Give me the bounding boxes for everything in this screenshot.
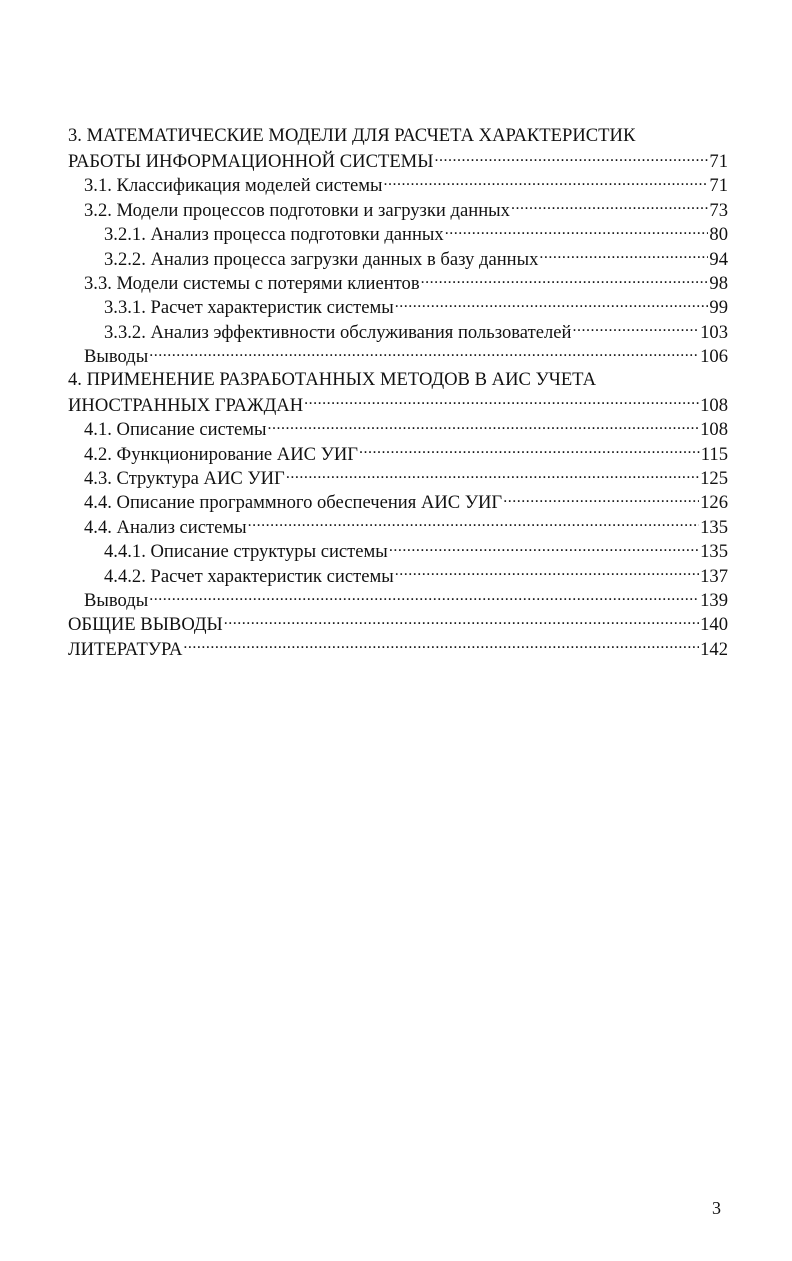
toc-entry-page: 99 — [709, 297, 728, 319]
dot-leader — [421, 270, 709, 289]
toc-entry-page: 125 — [700, 468, 728, 490]
toc-entry-label: ОБЩИЕ ВЫВОДЫ — [68, 614, 223, 636]
toc-entry-page: 71 — [709, 175, 728, 197]
dot-leader — [149, 344, 699, 363]
toc-entry — [68, 246, 728, 270]
toc-entry-page: 73 — [709, 199, 728, 221]
dot-leader — [359, 441, 700, 460]
dot-leader — [572, 319, 699, 338]
toc-entry — [68, 636, 728, 660]
toc-entry-label: ИНОСТРАННЫХ ГРАЖДАН — [68, 394, 304, 416]
dot-leader — [149, 587, 699, 606]
toc-entry-page: 108 — [700, 419, 728, 441]
dot-leader — [389, 539, 699, 558]
toc-entry-page: 126 — [700, 492, 728, 514]
toc-entry-label: Выводы — [84, 346, 149, 368]
dot-leader — [304, 392, 699, 411]
toc-entry-page: 142 — [700, 638, 728, 660]
toc-entry — [68, 612, 728, 636]
toc-entry-page: 98 — [709, 272, 728, 294]
toc-entry-label: 3.3. Модели системы с потерями клиентов — [84, 272, 420, 294]
toc-entry-page: 137 — [700, 565, 728, 587]
toc-entry-page: 94 — [709, 248, 728, 270]
dot-leader — [539, 246, 708, 265]
dot-leader — [384, 173, 709, 192]
toc-entry-label: 4.4. Описание программного обеспечения АИС УИГ — [84, 492, 503, 514]
toc-entry — [68, 392, 728, 416]
toc-entry-page: 140 — [700, 614, 728, 636]
toc-entry — [68, 173, 728, 197]
toc-entry — [68, 587, 728, 611]
dot-leader — [395, 295, 709, 314]
toc-entry — [68, 222, 728, 246]
toc-entry-page: 108 — [700, 394, 728, 416]
toc-entry — [68, 539, 728, 563]
toc-entry — [68, 514, 728, 538]
toc-entry — [68, 563, 728, 587]
toc-entry-label: ЛИТЕРАТУРА — [68, 638, 183, 660]
dot-leader — [395, 563, 699, 582]
dot-leader — [434, 148, 708, 167]
toc-entry — [68, 295, 728, 319]
toc-entry-page: 139 — [700, 590, 728, 612]
toc-entry-label: 4.4.1. Описание структуры системы — [104, 541, 388, 563]
toc-entry-page: 103 — [700, 321, 728, 343]
table-of-contents — [68, 124, 728, 661]
dot-leader — [248, 514, 699, 533]
toc-entry-page: 115 — [700, 443, 728, 465]
toc-entry-label: 4.4. Анализ системы — [84, 516, 247, 538]
toc-entry — [68, 344, 728, 368]
toc-entry-page: 135 — [700, 541, 728, 563]
toc-entry — [68, 270, 728, 294]
toc-entry-label: 3.1. Классификация моделей системы — [84, 175, 383, 197]
dot-leader — [503, 490, 699, 509]
dot-leader — [511, 197, 708, 216]
toc-entry-label: 4.2. Функционирование АИС УИГ — [84, 443, 359, 465]
toc-entry-label: 3. МАТЕМАТИЧЕСКИЕ МОДЕЛИ ДЛЯ РАСЧЕТА ХАРАКТЕРИСТИК — [68, 125, 636, 146]
toc-entry — [68, 368, 728, 392]
page-number: 3 — [712, 1198, 721, 1218]
toc-entry — [68, 417, 728, 441]
toc-entry — [68, 490, 728, 514]
toc-entry-page: 106 — [700, 346, 728, 368]
dot-leader — [268, 417, 700, 436]
dot-leader — [445, 222, 709, 241]
toc-entry — [68, 148, 728, 172]
toc-entry — [68, 124, 728, 148]
toc-entry — [68, 441, 728, 465]
dot-leader — [224, 612, 699, 631]
toc-entry-page: 80 — [709, 224, 728, 246]
dot-leader — [286, 465, 699, 484]
toc-entry-page: 135 — [700, 516, 728, 538]
toc-entry-label: 4. ПРИМЕНЕНИЕ РАЗРАБОТАННЫХ МЕТОДОВ В АИС УЧЕТА — [68, 368, 597, 390]
toc-entry-page: 71 — [709, 150, 728, 172]
toc-entry — [68, 319, 728, 343]
toc-entry-label: 3.2.1. Анализ процесса подготовки данных — [104, 224, 444, 246]
toc-entry-label: 3.3.1. Расчет характеристик системы — [104, 297, 394, 319]
toc-entry-label: 3.2.2. Анализ процесса загрузки данных в базу данных — [104, 248, 539, 270]
toc-entry-label: Выводы — [84, 590, 149, 612]
toc-entry-label: 4.4.2. Расчет характеристик системы — [104, 565, 394, 587]
dot-leader — [183, 636, 699, 655]
toc-entry — [68, 197, 728, 221]
toc-entry-label: 4.1. Описание системы — [84, 419, 267, 441]
toc-entry-label: 3.3.2. Анализ эффективности обслуживания пользователей — [104, 321, 572, 343]
toc-entry-label: 3.2. Модели процессов подготовки и загрузки данных — [84, 199, 510, 221]
toc-entry-label: 4.3. Структура АИС УИГ — [84, 468, 285, 490]
toc-entry-label: РАБОТЫ ИНФОРМАЦИОННОЙ СИСТЕМЫ — [68, 150, 434, 172]
toc-entry — [68, 465, 728, 489]
